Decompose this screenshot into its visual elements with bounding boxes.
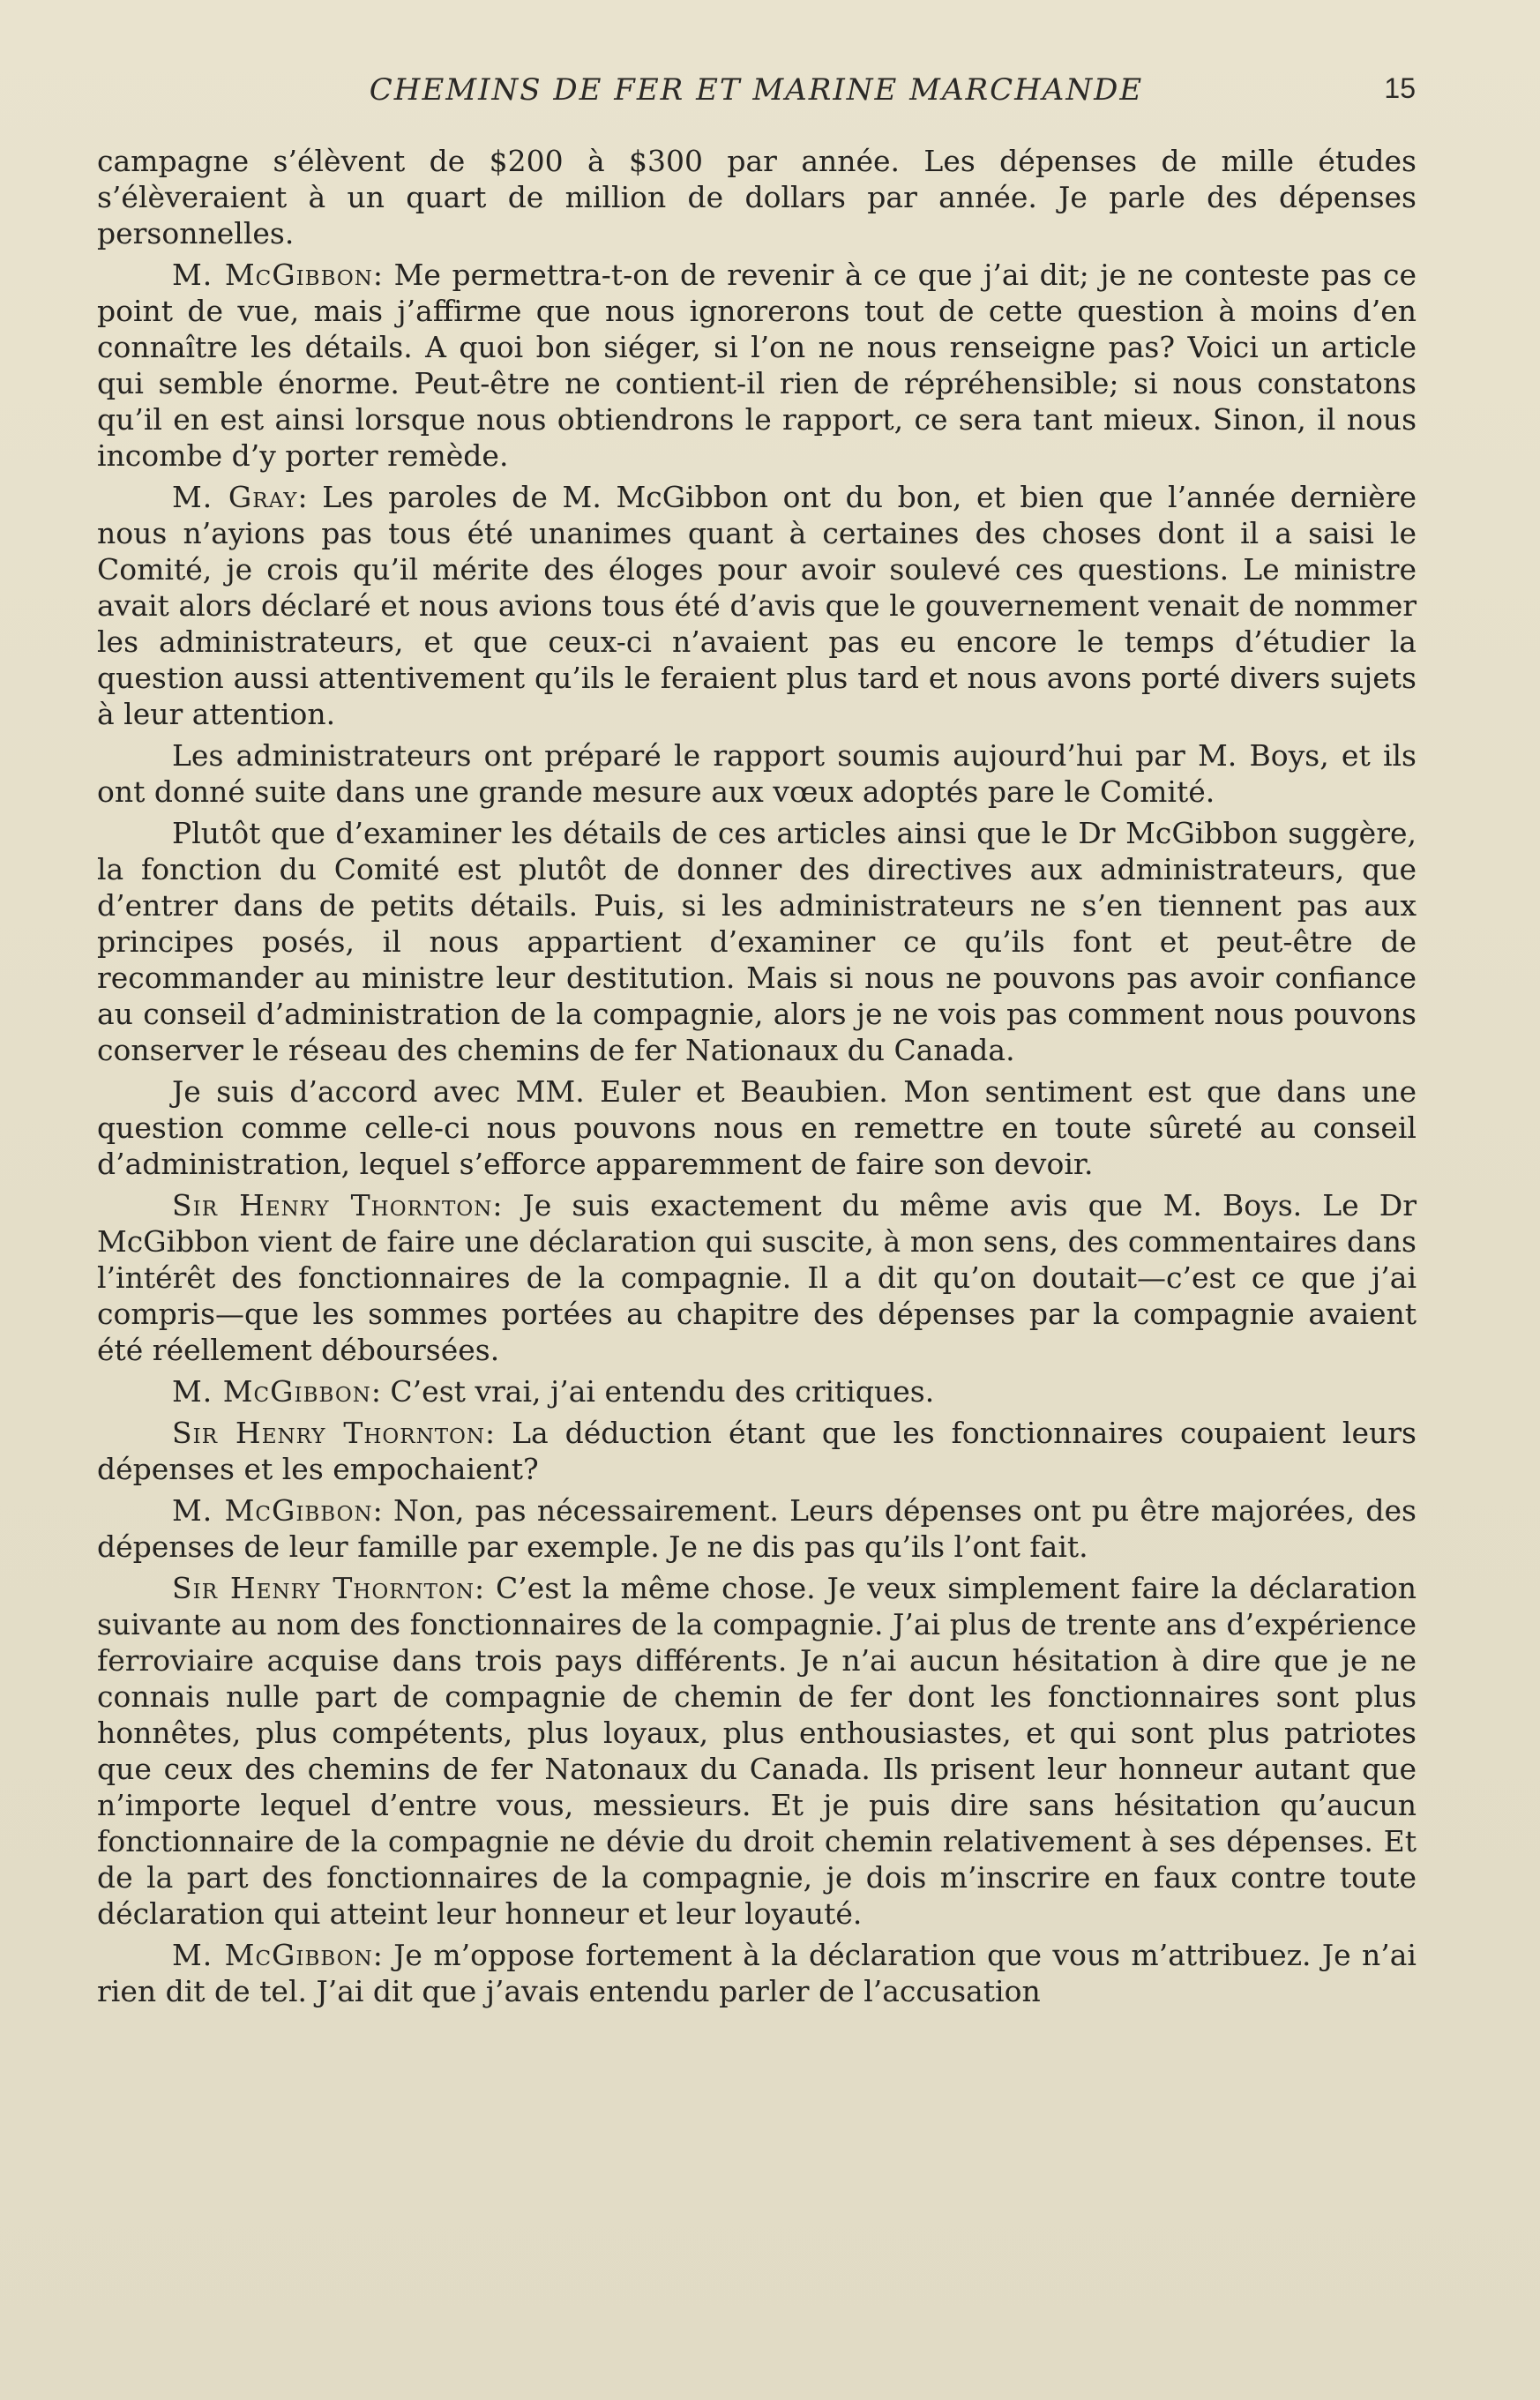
paragraph (97, 815, 1417, 1068)
paragraph (97, 737, 1417, 810)
paragraph (97, 1073, 1417, 1182)
paragraph-text: : Je suis exactement du même avis que M. Boys. Le Dr McGibbon vient de faire une déclaration qui suscite, à mon sens, des commentaires dans l’intérêt des fonctionnaires de la compagnie. Il a dit qu’on doutait—c’est ce que j’ai compris—que les sommes portées au chapitre des dépenses par la compagnie avaient été réellement déboursées. (97, 1188, 1417, 1367)
paragraph (97, 257, 1417, 474)
paragraph (97, 1492, 1417, 1565)
paragraph-text: Je suis d’accord avec MM. Euler et Beaubien. Mon sentiment est que dans une question comme celle-ci nous pouvons nous en remettre en toute sûreté au conseil d’administration, lequel s’efforce apparemment de faire son devoir. (97, 1074, 1417, 1181)
running-title: CHEMINS DE FER ET MARINE MARCHANDE (369, 72, 1144, 108)
paragraph (97, 1187, 1417, 1368)
paragraph (97, 1415, 1417, 1487)
paragraph-text: : C’est la même chose. Je veux simplement faire la déclaration suivante au nom des fonctionnaires de la compagnie. J’ai plus de trente ans d’expérience ferroviaire acquise dans trois pays différents. Je n’ai aucun hésitation à dire que je ne connais nulle part de compagnie de chemin de fer dont les fonctionnaires sont plus honnêtes, plus compétents, plus loyaux, plus enthousiastes, et qui sont plus patriotes que ceux des chemins de fer Natonaux du Canada. Ils prisent leur honneur autant que n’importe lequel d’entre vous, messieurs. Et je puis dire sans hésitation qu’aucun fonctionnaire de la compagnie ne dévie du droit chemin relativement à ses dépenses. Et de la part des fonctionnaires de la compagnie, je dois m’inscrire en faux contre toute déclaration qui atteint leur honneur et leur loyauté. (97, 1571, 1417, 1931)
speaker-name: M. McGibbon (172, 1374, 371, 1409)
paragraph-text: : C’est vrai, j’ai entendu des critiques. (370, 1374, 935, 1409)
body-text (97, 143, 1417, 2015)
paragraph-text: : Non, pas nécessairement. Leurs dépenses ont pu être majorées, des dépenses de leur famille par exemple. Je ne dis pas qu’ils l’ont fait. (97, 1493, 1417, 1564)
paragraph (97, 1937, 1417, 2009)
page-number: 15 (1384, 72, 1416, 104)
speaker-name: M. Gray (172, 480, 298, 514)
paragraph-text: : Me permettra-t-on de revenir à ce que j’ai dit; je ne conteste pas ce point de vue, mais j’affirme que nous ignorerons tout de cette question à moins d’en connaître les détails. A quoi bon siéger, si l’on ne nous renseigne pas? Voici un article qui semble énorme. Peut-être ne contient-il rien de répréhensible; si nous constatons qu’il en est ainsi lorsque nous obtiendrons le rapport, ce sera tant mieux. Sinon, il nous incombe d’y porter remède. (97, 258, 1417, 473)
speaker-name: M. McGibbon (172, 1493, 373, 1528)
paragraph-text: Les administrateurs ont préparé le rapport soumis aujourd’hui par M. Boys, et ils ont donné suite dans une grande mesure aux vœux adoptés pare le Comité. (97, 738, 1417, 809)
paragraph (97, 479, 1417, 732)
paragraph (97, 1373, 1417, 1409)
paragraph-text: : La déduction étant que les fonctionnaires coupaient leurs dépenses et les empochaient? (97, 1416, 1417, 1486)
page-header (97, 72, 1416, 116)
paragraph (97, 143, 1417, 251)
paragraph-text: : Je m’oppose fortement à la déclaration que vous m’attribuez. Je n’ai rien dit de tel. J’ai dit que j’avais entendu parler de l’accusation (97, 1938, 1417, 2008)
speaker-name: M. McGibbon (172, 1938, 373, 1972)
paragraph-text: : Les paroles de M. McGibbon ont du bon, et bien que l’année dernière nous n’ayions pas tous été unanimes quant à certaines des choses dont il a saisi le Comité, je crois qu’il mérite des éloges pour avoir soulevé ces questions. Le ministre avait alors déclaré et nous avions tous été d’avis que le gouvernement venait de nommer les administrateurs, et que ceux-ci n’avaient pas eu encore le temps d’étudier la question aussi attentivement qu’ils le feraient plus tard et nous avons porté divers sujets à leur attention. (97, 480, 1417, 731)
speaker-name: Sir Henry Thornton (172, 1188, 493, 1222)
speaker-name: M. McGibbon (172, 258, 373, 292)
paragraph-text: campagne s’élèvent de $200 à $300 par année. Les dépenses de mille études s’élèveraient à un quart de million de dollars par année. Je parle des dépenses personnelles. (97, 144, 1417, 250)
paragraph (97, 1570, 1417, 1932)
speaker-name: Sir Henry Thornton (172, 1416, 486, 1450)
speaker-name: Sir Henry Thornton (172, 1571, 475, 1605)
paragraph-text: Plutôt que d’examiner les détails de ces articles ainsi que le Dr McGibbon suggère, la fonction du Comité est plutôt de donner des directives aux administrateurs, que d’entrer dans de petits détails. Puis, si les administrateurs ne s’en tiennent pas aux principes posés, il nous appartient d’examiner ce qu’ils font et peut-être de recommander au ministre leur destitution. Mais si nous ne pouvons pas avoir confiance au conseil d’administration de la compagnie, alors je ne vois pas comment nous pouvons conserver le réseau des chemins de fer Nationaux du Canada. (97, 816, 1417, 1067)
